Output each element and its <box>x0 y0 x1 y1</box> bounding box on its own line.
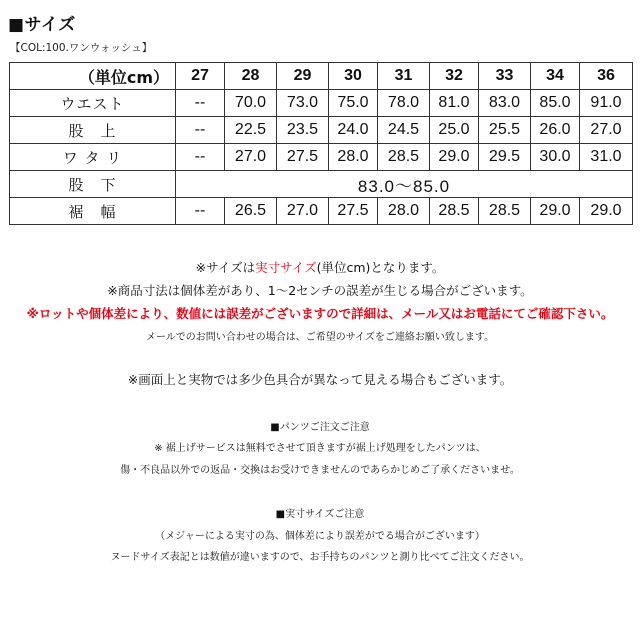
unit-label: （単位cm） <box>10 63 176 90</box>
table-cell: 26.0 <box>531 117 580 144</box>
size-table <box>9 62 633 225</box>
table-row-inseam <box>10 171 633 198</box>
table-cell: 24.0 <box>329 117 378 144</box>
table-cell: 73.0 <box>277 90 329 117</box>
pants-note: ※ 裾上げサービスは無料でさせて頂きますが裾上げ処理をしたパンツは、 <box>154 443 486 454</box>
note-color: ※画面上と実物では多少色具合が異なって見える場合もございます。 <box>127 372 513 387</box>
note-text: (単位cm)となります。 <box>316 260 445 275</box>
color-note: 【COL:100.ワンウォッシュ】 <box>10 42 153 54</box>
table-cell: 27.0 <box>277 198 329 225</box>
row-label: 股 下 <box>10 171 176 198</box>
table-cell: 29.0 <box>580 198 633 225</box>
size-header-cell: 33 <box>479 63 531 90</box>
merged-cell: 83.0〜85.0 <box>176 171 633 198</box>
pants-heading: ■パンツご注文ご注意 <box>270 422 370 433</box>
table-cell: 27.5 <box>277 144 329 171</box>
note-warning: ※ロットや個体差により、数値には誤差がございますので詳細は、メール又はお電話にてご確認下さい。 <box>26 306 614 321</box>
table-cell: 22.5 <box>225 117 277 144</box>
table-cell: 28.5 <box>430 198 479 225</box>
table-row-hem <box>10 198 633 225</box>
table-cell: 26.5 <box>225 198 277 225</box>
row-label: 裾 幅 <box>10 198 176 225</box>
size-header-cell: 36 <box>580 63 633 90</box>
table-cell: -- <box>176 198 225 225</box>
size-header-cell: 34 <box>531 63 580 90</box>
table-cell: 28.5 <box>479 198 531 225</box>
table-cell: 28.5 <box>378 144 430 171</box>
table-cell: 70.0 <box>225 90 277 117</box>
size-header-cell: 28 <box>225 63 277 90</box>
table-cell: 81.0 <box>430 90 479 117</box>
table-cell: 85.0 <box>531 90 580 117</box>
measure-note: ヌードサイズ表記とは数値が違いますので、お手持ちのパンツと測り比べてご注文ください。 <box>110 552 530 563</box>
table-cell: 24.5 <box>378 117 430 144</box>
size-header-cell: 27 <box>176 63 225 90</box>
table-cell: 25.5 <box>479 117 531 144</box>
table-cell: 23.5 <box>277 117 329 144</box>
row-label: 股 上 <box>10 117 176 144</box>
table-row-thigh <box>10 144 633 171</box>
row-label: ワ タ リ <box>10 144 176 171</box>
size-header-cell: 32 <box>430 63 479 90</box>
row-label: ウエスト <box>10 90 176 117</box>
size-header-cell: 30 <box>329 63 378 90</box>
table-row-waist <box>10 90 633 117</box>
table-cell: 28.0 <box>329 144 378 171</box>
measure-heading: ■実寸サイズご注意 <box>275 509 365 520</box>
table-cell: 27.0 <box>225 144 277 171</box>
table-cell: 91.0 <box>580 90 633 117</box>
table-cell: 78.0 <box>378 90 430 117</box>
size-header-cell: 31 <box>378 63 430 90</box>
pants-note: 傷・不良品以外での返品・交換はお受けできませんのであらかじめご了承くださいませ。 <box>120 465 520 476</box>
table-cell: -- <box>176 144 225 171</box>
table-cell: -- <box>176 117 225 144</box>
note-size-unit <box>0 258 640 276</box>
note-email: メールでのお問い合わせの場合は、ご希望のサイズをご連絡お願い致します。 <box>145 332 495 343</box>
size-header-cell: 29 <box>277 63 329 90</box>
note-tolerance: ※商品寸法は個体差があり、1〜2センチの誤差が生じる場合がございます。 <box>107 283 533 298</box>
table-row-rise <box>10 117 633 144</box>
table-cell: 83.0 <box>479 90 531 117</box>
table-cell: 25.0 <box>430 117 479 144</box>
table-cell: 75.0 <box>329 90 378 117</box>
table-cell: 31.0 <box>580 144 633 171</box>
table-cell: 29.5 <box>479 144 531 171</box>
table-cell: 29.0 <box>430 144 479 171</box>
table-cell: -- <box>176 90 225 117</box>
section-title: ■サイズ <box>8 15 76 35</box>
measure-note: （メジャーによる実寸の為、個体差により誤差がでる場合がございます） <box>155 531 485 542</box>
table-cell: 27.0 <box>580 117 633 144</box>
note-highlight: 実寸サイズ <box>255 260 317 275</box>
table-cell: 28.0 <box>378 198 430 225</box>
table-cell: 27.5 <box>329 198 378 225</box>
table-cell: 29.0 <box>531 198 580 225</box>
size-header-row <box>10 63 633 90</box>
table-cell: 30.0 <box>531 144 580 171</box>
note-text: ※サイズは <box>195 260 256 275</box>
